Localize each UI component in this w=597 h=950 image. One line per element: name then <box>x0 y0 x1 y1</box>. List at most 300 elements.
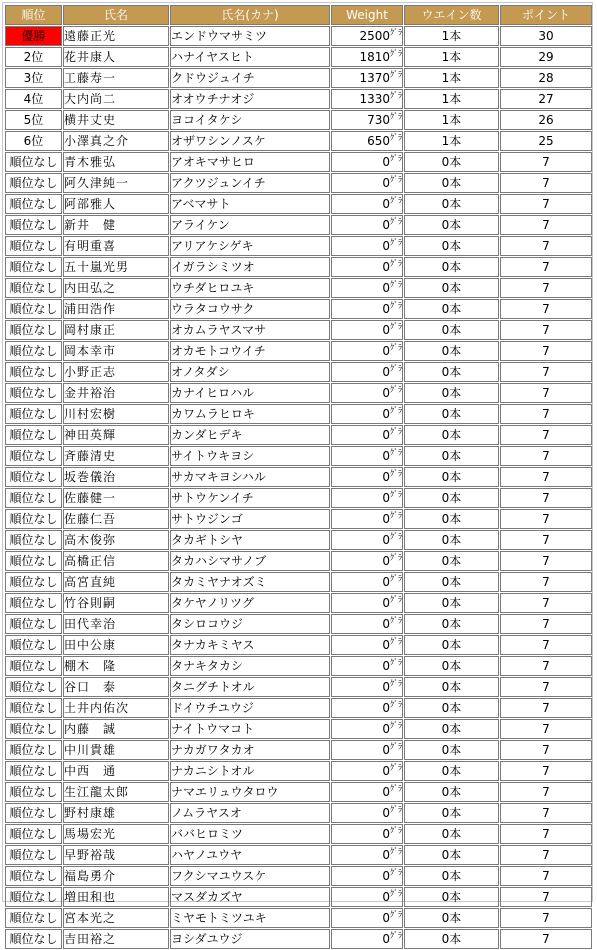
table-row <box>5 446 592 466</box>
weight-unit: ｸﾞﾗ <box>390 49 402 58</box>
rank-cell: 順位なし <box>5 929 62 949</box>
weight-value: 730 <box>367 113 390 127</box>
table-row <box>5 194 592 214</box>
weight-cell <box>331 194 403 214</box>
weigh-in-cell: 1本 <box>404 110 499 130</box>
weigh-in-cell: 0本 <box>404 425 499 445</box>
weigh-in-cell: 0本 <box>404 215 499 235</box>
table-row <box>5 740 592 760</box>
weigh-in-cell: 0本 <box>404 887 499 907</box>
points-cell: 7 <box>500 761 592 781</box>
weight-unit: ｸﾞﾗ <box>390 511 402 520</box>
weigh-in-cell: 0本 <box>404 761 499 781</box>
weight-value: 0 <box>382 890 390 904</box>
weigh-in-cell: 0本 <box>404 467 499 487</box>
rank-cell: 順位なし <box>5 194 62 214</box>
weight-cell <box>331 446 403 466</box>
weight-unit: ｸﾞﾗ <box>390 532 402 541</box>
weight-value: 0 <box>382 659 390 673</box>
weight-cell <box>331 341 403 361</box>
weight-cell <box>331 89 403 109</box>
weight-unit: ｸﾞﾗ <box>390 574 402 583</box>
weight-cell <box>331 509 403 529</box>
rank-cell: 順位なし <box>5 698 62 718</box>
table-row <box>5 362 592 382</box>
weight-value: 2500 <box>359 29 390 43</box>
rank-cell: 順位なし <box>5 845 62 865</box>
rank-cell: 順位なし <box>5 887 62 907</box>
kana-cell: カンダヒデキ <box>170 425 330 445</box>
rank-cell: 順位なし <box>5 152 62 172</box>
rank-cell: 順位なし <box>5 782 62 802</box>
weight-value: 0 <box>382 428 390 442</box>
table-row <box>5 908 592 928</box>
weigh-in-cell: 0本 <box>404 278 499 298</box>
kana-cell: ハヤノユウヤ <box>170 845 330 865</box>
weight-cell <box>331 299 403 319</box>
weight-cell <box>331 572 403 592</box>
points-cell: 7 <box>500 320 592 340</box>
name-cell: 小澤真之介 <box>63 131 169 151</box>
table-row <box>5 866 592 886</box>
table-row <box>5 698 592 718</box>
table-row <box>5 26 592 46</box>
table-row <box>5 131 592 151</box>
name-cell: 竹谷則嗣 <box>63 593 169 613</box>
kana-cell: ナマエリュウタロウ <box>170 782 330 802</box>
weigh-in-cell: 0本 <box>404 341 499 361</box>
table-row <box>5 887 592 907</box>
kana-cell: クドウジュイチ <box>170 68 330 88</box>
kana-cell: タナキタカシ <box>170 656 330 676</box>
rank-cell: 順位なし <box>5 446 62 466</box>
name-cell: 横井丈史 <box>63 110 169 130</box>
weight-unit: ｸﾞﾗ <box>390 217 402 226</box>
kana-cell: ドイウチユウジ <box>170 698 330 718</box>
weight-value: 0 <box>382 386 390 400</box>
table-row <box>5 656 592 676</box>
name-cell: 有明重喜 <box>63 236 169 256</box>
kana-cell: アクツジュンイチ <box>170 173 330 193</box>
name-cell: 早野裕哉 <box>63 845 169 865</box>
points-cell: 7 <box>500 635 592 655</box>
rank-cell: 順位なし <box>5 215 62 235</box>
weight-unit: ｸﾞﾗ <box>390 427 402 436</box>
weight-cell <box>331 803 403 823</box>
points-cell: 7 <box>500 446 592 466</box>
weight-cell <box>331 236 403 256</box>
points-cell: 7 <box>500 824 592 844</box>
points-cell: 27 <box>500 89 592 109</box>
weight-cell <box>331 929 403 949</box>
rank-cell: 順位なし <box>5 488 62 508</box>
weight-unit: ｸﾞﾗ <box>390 448 402 457</box>
points-cell: 7 <box>500 740 592 760</box>
kana-cell: タシロコウジ <box>170 614 330 634</box>
points-cell: 25 <box>500 131 592 151</box>
table-row <box>5 488 592 508</box>
points-cell: 7 <box>500 782 592 802</box>
weight-unit: ｸﾞﾗ <box>390 112 402 121</box>
weight-unit: ｸﾞﾗ <box>390 133 402 142</box>
weight-cell <box>331 257 403 277</box>
header-kana: 氏名(カナ) <box>170 5 330 25</box>
points-cell: 7 <box>500 488 592 508</box>
points-cell: 7 <box>500 467 592 487</box>
name-cell: 土井内佑次 <box>63 698 169 718</box>
weight-unit: ｸﾞﾗ <box>390 469 402 478</box>
kana-cell: ババヒロミツ <box>170 824 330 844</box>
table-row <box>5 320 592 340</box>
table-row <box>5 68 592 88</box>
points-cell: 7 <box>500 509 592 529</box>
name-cell: 中西 通 <box>63 761 169 781</box>
weigh-in-cell: 0本 <box>404 320 499 340</box>
weigh-in-cell: 0本 <box>404 299 499 319</box>
weight-cell <box>331 614 403 634</box>
name-cell: 田代幸治 <box>63 614 169 634</box>
weigh-in-cell: 0本 <box>404 908 499 928</box>
weight-unit: ｸﾞﾗ <box>390 826 402 835</box>
kana-cell: ウチダヒロユキ <box>170 278 330 298</box>
weigh-in-cell: 0本 <box>404 152 499 172</box>
table-row <box>5 509 592 529</box>
name-cell: 神田英輝 <box>63 425 169 445</box>
kana-cell: ウラタコウサク <box>170 299 330 319</box>
kana-cell: サイトウキヨシ <box>170 446 330 466</box>
weight-value: 0 <box>382 281 390 295</box>
kana-cell: アリアケシゲキ <box>170 236 330 256</box>
weigh-in-cell: 0本 <box>404 446 499 466</box>
weight-unit: ｸﾞﾗ <box>390 70 402 79</box>
weight-cell <box>331 110 403 130</box>
header-rank: 順位 <box>5 5 62 25</box>
weigh-in-cell: 0本 <box>404 236 499 256</box>
weight-unit: ｸﾞﾗ <box>390 196 402 205</box>
weight-unit: ｸﾞﾗ <box>390 301 402 310</box>
weight-value: 0 <box>382 869 390 883</box>
points-cell: 7 <box>500 572 592 592</box>
weight-value: 1810 <box>359 50 390 64</box>
kana-cell: カワムラヒロキ <box>170 404 330 424</box>
table-row <box>5 236 592 256</box>
table-row <box>5 110 592 130</box>
rank-cell: 順位なし <box>5 719 62 739</box>
rank-cell: 順位なし <box>5 551 62 571</box>
rank-cell: 順位なし <box>5 257 62 277</box>
name-cell: 坂巻儀治 <box>63 467 169 487</box>
weight-cell <box>331 320 403 340</box>
points-cell: 28 <box>500 68 592 88</box>
table-row <box>5 782 592 802</box>
rank-cell: 順位なし <box>5 173 62 193</box>
weight-unit: ｸﾞﾗ <box>390 280 402 289</box>
rank-cell: 順位なし <box>5 236 62 256</box>
name-cell: 五十嵐光男 <box>63 257 169 277</box>
weight-unit: ｸﾞﾗ <box>390 322 402 331</box>
weight-value: 0 <box>382 680 390 694</box>
rank-cell: 順位なし <box>5 320 62 340</box>
name-cell: 新井 健 <box>63 215 169 235</box>
rank-cell: 5位 <box>5 110 62 130</box>
table-row <box>5 257 592 277</box>
name-cell: 中川貴雄 <box>63 740 169 760</box>
kana-cell: サトウケンイチ <box>170 488 330 508</box>
points-cell: 7 <box>500 278 592 298</box>
weight-unit: ｸﾞﾗ <box>390 406 402 415</box>
weight-value: 0 <box>382 617 390 631</box>
weight-value: 0 <box>382 911 390 925</box>
weight-unit: ｸﾞﾗ <box>390 490 402 499</box>
weigh-in-cell: 1本 <box>404 47 499 67</box>
points-cell: 7 <box>500 551 592 571</box>
weight-unit: ｸﾞﾗ <box>390 931 402 940</box>
rank-cell: 順位なし <box>5 803 62 823</box>
points-cell: 7 <box>500 425 592 445</box>
weigh-in-cell: 0本 <box>404 509 499 529</box>
kana-cell: ミヤモトミツユキ <box>170 908 330 928</box>
weight-cell <box>331 908 403 928</box>
kana-cell: エンドウマサミツ <box>170 26 330 46</box>
weight-cell <box>331 782 403 802</box>
table-row <box>5 677 592 697</box>
weigh-in-cell: 0本 <box>404 488 499 508</box>
weigh-in-cell: 1本 <box>404 89 499 109</box>
rank-cell: 4位 <box>5 89 62 109</box>
rank-cell: 順位なし <box>5 404 62 424</box>
table-row <box>5 845 592 865</box>
weigh-in-cell: 0本 <box>404 257 499 277</box>
rank-cell: 順位なし <box>5 614 62 634</box>
rank-cell: 順位なし <box>5 761 62 781</box>
weight-cell <box>331 740 403 760</box>
table-row <box>5 89 592 109</box>
points-cell: 7 <box>500 698 592 718</box>
kana-cell: サトウジンゴ <box>170 509 330 529</box>
rank-cell: 順位なし <box>5 677 62 697</box>
table-row <box>5 278 592 298</box>
weigh-in-cell: 0本 <box>404 635 499 655</box>
weight-cell <box>331 887 403 907</box>
kana-cell: オザワシンノスケ <box>170 131 330 151</box>
points-cell: 7 <box>500 677 592 697</box>
weight-unit: ｸﾞﾗ <box>390 910 402 919</box>
weigh-in-cell: 1本 <box>404 131 499 151</box>
kana-cell: タケヤノリツグ <box>170 593 330 613</box>
weigh-in-cell: 0本 <box>404 824 499 844</box>
name-cell: 阿久津純一 <box>63 173 169 193</box>
kana-cell: ハナイヤスヒト <box>170 47 330 67</box>
weight-cell <box>331 530 403 550</box>
name-cell: 谷口 泰 <box>63 677 169 697</box>
table-row <box>5 824 592 844</box>
rank-cell: 順位なし <box>5 425 62 445</box>
kana-cell: ヨシダユウジ <box>170 929 330 949</box>
weigh-in-cell: 0本 <box>404 551 499 571</box>
name-cell: 田中公康 <box>63 635 169 655</box>
points-cell: 7 <box>500 236 592 256</box>
points-cell: 29 <box>500 47 592 67</box>
weight-value: 0 <box>382 743 390 757</box>
weight-value: 0 <box>382 197 390 211</box>
results-body <box>5 26 592 949</box>
kana-cell: オカムラヤスマサ <box>170 320 330 340</box>
points-cell: 7 <box>500 152 592 172</box>
points-cell: 7 <box>500 908 592 928</box>
table-row <box>5 572 592 592</box>
points-cell: 7 <box>500 257 592 277</box>
rank-cell: 順位なし <box>5 467 62 487</box>
weight-unit: ｸﾞﾗ <box>390 658 402 667</box>
weight-value: 0 <box>382 827 390 841</box>
weight-unit: ｸﾞﾗ <box>390 238 402 247</box>
weigh-in-cell: 0本 <box>404 194 499 214</box>
weight-unit: ｸﾞﾗ <box>390 889 402 898</box>
points-cell: 7 <box>500 887 592 907</box>
kana-cell: イガラシミツオ <box>170 257 330 277</box>
rank-cell: 優勝 <box>5 26 62 46</box>
name-cell: 内藤 誠 <box>63 719 169 739</box>
kana-cell: サカマキヨシハル <box>170 467 330 487</box>
header-row <box>5 5 592 25</box>
weigh-in-cell: 0本 <box>404 362 499 382</box>
weight-unit: ｸﾞﾗ <box>390 805 402 814</box>
weight-value: 0 <box>382 323 390 337</box>
weight-unit: ｸﾞﾗ <box>390 868 402 877</box>
points-cell: 7 <box>500 656 592 676</box>
weight-unit: ｸﾞﾗ <box>390 259 402 268</box>
weight-unit: ｸﾞﾗ <box>390 343 402 352</box>
name-cell: 棚木 隆 <box>63 656 169 676</box>
weight-cell <box>331 845 403 865</box>
name-cell: 金井裕治 <box>63 383 169 403</box>
weight-value: 0 <box>382 512 390 526</box>
kana-cell: ヨコイタケシ <box>170 110 330 130</box>
weight-value: 0 <box>382 344 390 358</box>
weigh-in-cell: 0本 <box>404 782 499 802</box>
header-name: 氏名 <box>63 5 169 25</box>
weight-unit: ｸﾞﾗ <box>390 784 402 793</box>
name-cell: 高橋正信 <box>63 551 169 571</box>
name-cell: 斉藤清史 <box>63 446 169 466</box>
rank-cell: 順位なし <box>5 656 62 676</box>
points-cell: 7 <box>500 530 592 550</box>
name-cell: 高木俊弥 <box>63 530 169 550</box>
name-cell: 佐藤健一 <box>63 488 169 508</box>
weight-cell <box>331 173 403 193</box>
name-cell: 阿部雅人 <box>63 194 169 214</box>
weight-cell <box>331 278 403 298</box>
table-row <box>5 761 592 781</box>
weight-value: 1330 <box>359 92 390 106</box>
weight-value: 0 <box>382 764 390 778</box>
rank-cell: 順位なし <box>5 572 62 592</box>
rank-cell: 順位なし <box>5 341 62 361</box>
points-cell: 7 <box>500 593 592 613</box>
points-cell: 30 <box>500 26 592 46</box>
kana-cell: タカギトシヤ <box>170 530 330 550</box>
weigh-in-cell: 0本 <box>404 656 499 676</box>
weight-unit: ｸﾞﾗ <box>390 91 402 100</box>
weight-unit: ｸﾞﾗ <box>390 700 402 709</box>
table-row <box>5 614 592 634</box>
name-cell: 内田弘之 <box>63 278 169 298</box>
points-cell: 7 <box>500 299 592 319</box>
points-cell: 7 <box>500 614 592 634</box>
kana-cell: アライケン <box>170 215 330 235</box>
table-row <box>5 551 592 571</box>
name-cell: 馬場宏光 <box>63 824 169 844</box>
table-row <box>5 341 592 361</box>
points-cell: 7 <box>500 845 592 865</box>
kana-cell: カナイヒロハル <box>170 383 330 403</box>
header-points: ポイント <box>500 5 592 25</box>
weight-cell <box>331 467 403 487</box>
name-cell: 野村康雄 <box>63 803 169 823</box>
weight-value: 0 <box>382 491 390 505</box>
name-cell: 工藤寿一 <box>63 68 169 88</box>
weight-unit: ｸﾞﾗ <box>390 364 402 373</box>
kana-cell: タナカキミヤス <box>170 635 330 655</box>
weight-value: 0 <box>382 701 390 715</box>
rank-cell: 順位なし <box>5 362 62 382</box>
points-cell: 7 <box>500 383 592 403</box>
weight-cell <box>331 362 403 382</box>
rank-cell: 順位なし <box>5 740 62 760</box>
weight-unit: ｸﾞﾗ <box>390 28 402 37</box>
rank-cell: 順位なし <box>5 593 62 613</box>
kana-cell: タカミヤナオズミ <box>170 572 330 592</box>
kana-cell: オオウチナオジ <box>170 89 330 109</box>
weight-cell <box>331 68 403 88</box>
table-row <box>5 215 592 235</box>
weigh-in-cell: 0本 <box>404 929 499 949</box>
rank-cell: 順位なし <box>5 635 62 655</box>
weigh-in-cell: 0本 <box>404 677 499 697</box>
kana-cell: タカハシマサノブ <box>170 551 330 571</box>
weight-cell <box>331 47 403 67</box>
points-cell: 7 <box>500 866 592 886</box>
weight-value: 0 <box>382 407 390 421</box>
weight-unit: ｸﾞﾗ <box>390 637 402 646</box>
weigh-in-cell: 0本 <box>404 383 499 403</box>
weight-cell <box>331 866 403 886</box>
weigh-in-cell: 0本 <box>404 614 499 634</box>
rank-cell: 順位なし <box>5 530 62 550</box>
weight-value: 0 <box>382 365 390 379</box>
weight-value: 1370 <box>359 71 390 85</box>
weight-value: 0 <box>382 638 390 652</box>
rank-cell: 順位なし <box>5 299 62 319</box>
results-table <box>4 4 593 950</box>
name-cell: 浦田浩作 <box>63 299 169 319</box>
name-cell: 増田和也 <box>63 887 169 907</box>
weigh-in-cell: 0本 <box>404 173 499 193</box>
weight-value: 0 <box>382 575 390 589</box>
weight-value: 0 <box>382 596 390 610</box>
kana-cell: ノムラヤスオ <box>170 803 330 823</box>
table-row <box>5 299 592 319</box>
weight-value: 0 <box>382 848 390 862</box>
table-row <box>5 467 592 487</box>
weight-unit: ｸﾞﾗ <box>390 385 402 394</box>
weight-cell <box>331 593 403 613</box>
weight-cell <box>331 656 403 676</box>
points-cell: 7 <box>500 803 592 823</box>
weigh-in-cell: 0本 <box>404 572 499 592</box>
table-row <box>5 383 592 403</box>
rank-cell: 3位 <box>5 68 62 88</box>
